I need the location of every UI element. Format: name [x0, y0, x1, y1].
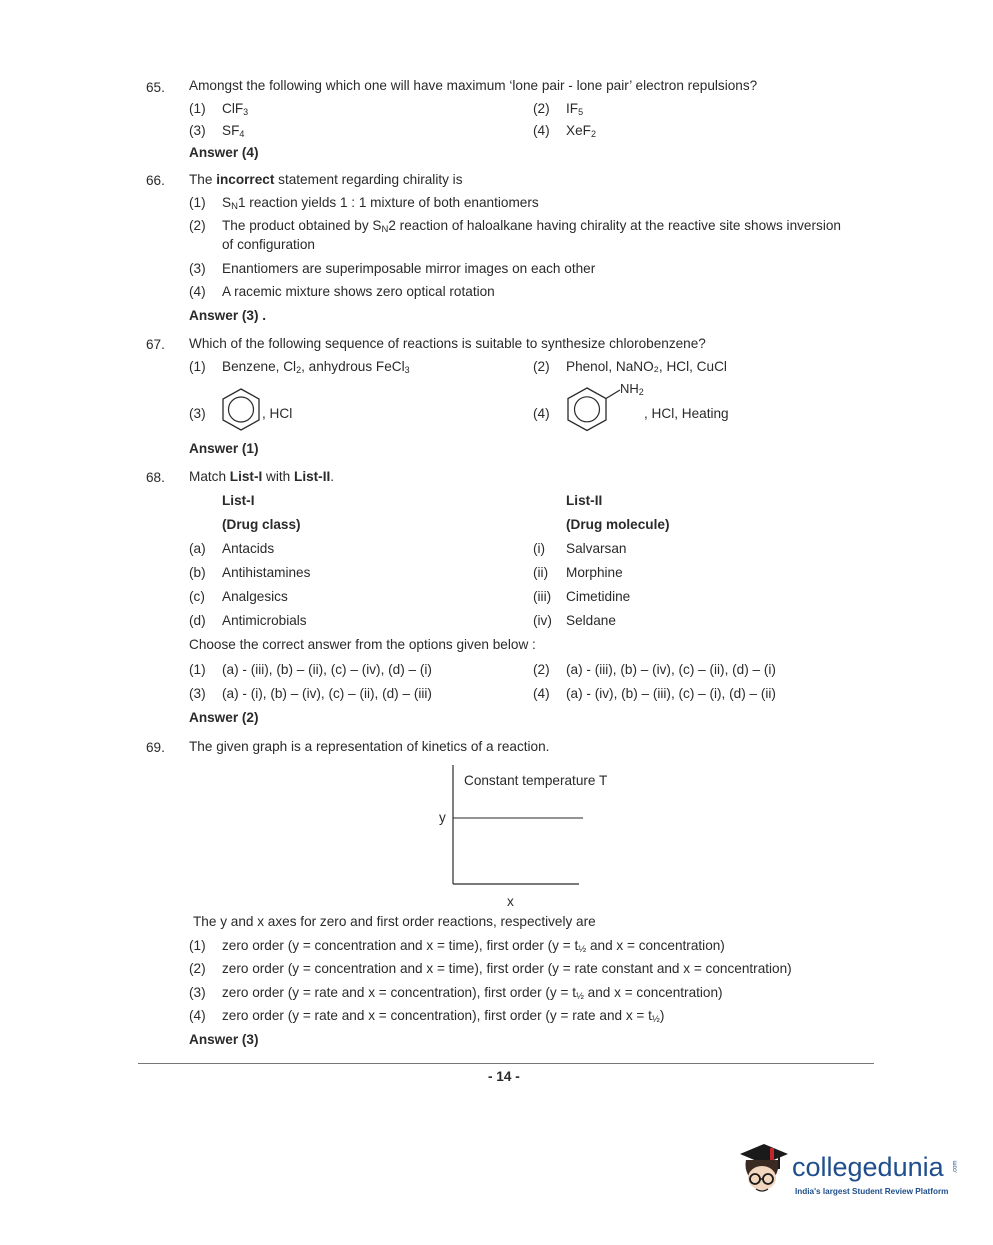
q68-choose-text: Choose the correct answer from the options given below : — [189, 637, 536, 652]
list2-subtitle: (Drug molecule) — [566, 517, 670, 532]
list1-item-c: Analgesics — [222, 589, 288, 604]
q66-text: The incorrect statement regarding chirality is — [189, 172, 463, 187]
q69-option-2: zero order (y = concentration and x = time), first order (y = rate constant and x = concentration) — [222, 961, 792, 976]
q65-text: Amongst the following which one will have maximum ‘lone pair - lone pair’ electron repulsions? — [189, 78, 758, 93]
q65-answer: Answer (4) — [189, 145, 259, 160]
q66-option-1-label: (1) — [189, 195, 206, 210]
q67-option-3-text: , HCl — [262, 406, 293, 421]
q67-option-4-text: , HCl, Heating — [644, 406, 729, 421]
q68-option-3-label: (3) — [189, 686, 206, 701]
q69-option-2-label: (2) — [189, 961, 206, 976]
benzene-ring-structure — [220, 387, 266, 433]
q68-answer: Answer (2) — [189, 710, 259, 725]
q68-option-4-label: (4) — [533, 686, 550, 701]
q65-option-2-label: (2) — [533, 101, 550, 116]
list1-item-d-label: (d) — [189, 613, 206, 628]
q67-amino-group: $NH_2$ — [620, 381, 644, 397]
list1-item-b: Antihistamines — [222, 565, 311, 580]
list2-item-ii-label: (ii) — [533, 565, 549, 580]
q68-number: 68. — [146, 470, 165, 485]
q66-number: 66. — [146, 173, 165, 188]
q65-option-1: ClF$_3$ — [222, 101, 249, 117]
q66-option-1: $S_N1$ reaction yields 1 : 1 mixture of both enantiomers — [222, 195, 539, 212]
page-number: - 14 - — [488, 1069, 520, 1084]
q65-option-3: $SF_4$ — [222, 123, 245, 139]
q68-option-1-label: (1) — [189, 662, 206, 677]
graph-x-label: x — [507, 894, 514, 909]
list1-title: List-I — [222, 493, 255, 508]
q69-text: The given graph is a representation of kinetics of a reaction. — [189, 739, 550, 754]
q68-option-3: (a) - (i), (b) – (iv), (c) – (ii), (d) – (iii) — [222, 686, 432, 701]
q67-answer: Answer (1) — [189, 441, 259, 456]
q66-option-3: Enantiomers are superimposable mirror images on each other — [222, 261, 596, 276]
collegedunia-mascot-icon — [736, 1138, 794, 1200]
list1-item-a: Antacids — [222, 541, 275, 556]
q67-option-1: Benzene, $Cl_2$, anhydrous FeCl$_3$ — [222, 359, 410, 375]
q66-option-2: The product obtained by $S_N2$ reaction of haloalkane having chirality at the reactive site shows inversion — [222, 218, 841, 235]
q67-option-4-label: (4) — [533, 406, 550, 421]
q67-option-2: Phenol, NaNO₂, HCl, CuCl — [566, 359, 727, 374]
list2-item-iii: Cimetidine — [566, 589, 631, 604]
q69-option-4-label: (4) — [189, 1008, 206, 1023]
brand-name: collegedunia — [792, 1152, 944, 1182]
q69-option-4: zero order (y = rate and x = concentration), first order (y = rate and $x = t_{\frac{1}{2}}$) — [222, 1008, 665, 1025]
list2-item-ii: Morphine — [566, 565, 623, 580]
q66-answer: Answer (3) . — [189, 308, 267, 323]
q67-option-3-label: (3) — [189, 406, 206, 421]
graph-title: Constant temperature T — [464, 773, 608, 788]
list1-item-b-label: (b) — [189, 565, 206, 580]
list2-item-i-label: (i) — [533, 541, 546, 556]
q68-option-1: (a) - (iii), (b) – (ii), (c) – (iv), (d) – (i) — [222, 662, 432, 677]
q69-answer: Answer (3) — [189, 1032, 259, 1047]
q68-option-2-label: (2) — [533, 662, 550, 677]
graph-y-label: y — [439, 810, 446, 825]
list2-item-i: Salvarsan — [566, 541, 627, 556]
q69-option-1: zero order (y = concentration and x = time), first order ($y = t_{\frac{1}{2}}$ and x = concentration) — [222, 938, 725, 955]
q65-option-1-label: (1) — [189, 101, 206, 116]
q66-option-2-label: (2) — [189, 218, 206, 233]
q68-option-4: (a) - (iv), (b) – (iii), (c) – (i), (d) – (ii) — [566, 686, 776, 701]
q68-text: Match List-I with List-II. — [189, 469, 335, 484]
q65-number: 65. — [146, 80, 165, 95]
q67-number: 67. — [146, 337, 165, 352]
q65-option-4: XeF$_2$ — [566, 123, 596, 139]
q66-option-4: A racemic mixture shows zero optical rotation — [222, 284, 495, 299]
q67-option-1-label: (1) — [189, 359, 206, 374]
q65-option-4-label: (4) — [533, 123, 550, 138]
list1-item-a-label: (a) — [189, 541, 206, 556]
list1-item-d: Antimicrobials — [222, 613, 307, 628]
q69-number: 69. — [146, 740, 165, 755]
q69-question: The y and x axes for zero and first order reactions, respectively are — [193, 914, 596, 929]
list2-title: List-II — [566, 493, 603, 508]
q67-text: Which of the following sequence of reactions is suitable to synthesize chlorobenzene? — [189, 336, 706, 351]
list2-item-iv-label: (iv) — [533, 613, 552, 628]
q66-option-3-label: (3) — [189, 261, 206, 276]
q69-option-3-label: (3) — [189, 985, 206, 1000]
aniline-ring-structure — [564, 383, 626, 433]
q66-option-4-label: (4) — [189, 284, 206, 299]
q65-option-2: $IF_5$ — [566, 101, 584, 117]
brand-tagline: India's largest Student Review Platform — [795, 1187, 949, 1196]
q68-option-2: (a) - (iii), (b) – (iv), (c) – (ii), (d) – (i) — [566, 662, 776, 677]
q67-option-2-label: (2) — [533, 359, 550, 374]
q66-option-2-line2: of configuration — [222, 237, 315, 252]
list2-item-iii-label: (iii) — [533, 589, 552, 604]
q69-option-3: zero order (y = rate and x = concentration), first order ($y = t_{\frac{1}{2}}$ and x = concentration) — [222, 985, 723, 1002]
list2-item-iv: Seldane — [566, 613, 616, 628]
list1-item-c-label: (c) — [189, 589, 205, 604]
footer-divider — [138, 1063, 874, 1064]
q65-option-3-label: (3) — [189, 123, 206, 138]
list1-subtitle: (Drug class) — [222, 517, 301, 532]
brand-com: .com — [952, 1160, 959, 1174]
q69-option-1-label: (1) — [189, 938, 206, 953]
